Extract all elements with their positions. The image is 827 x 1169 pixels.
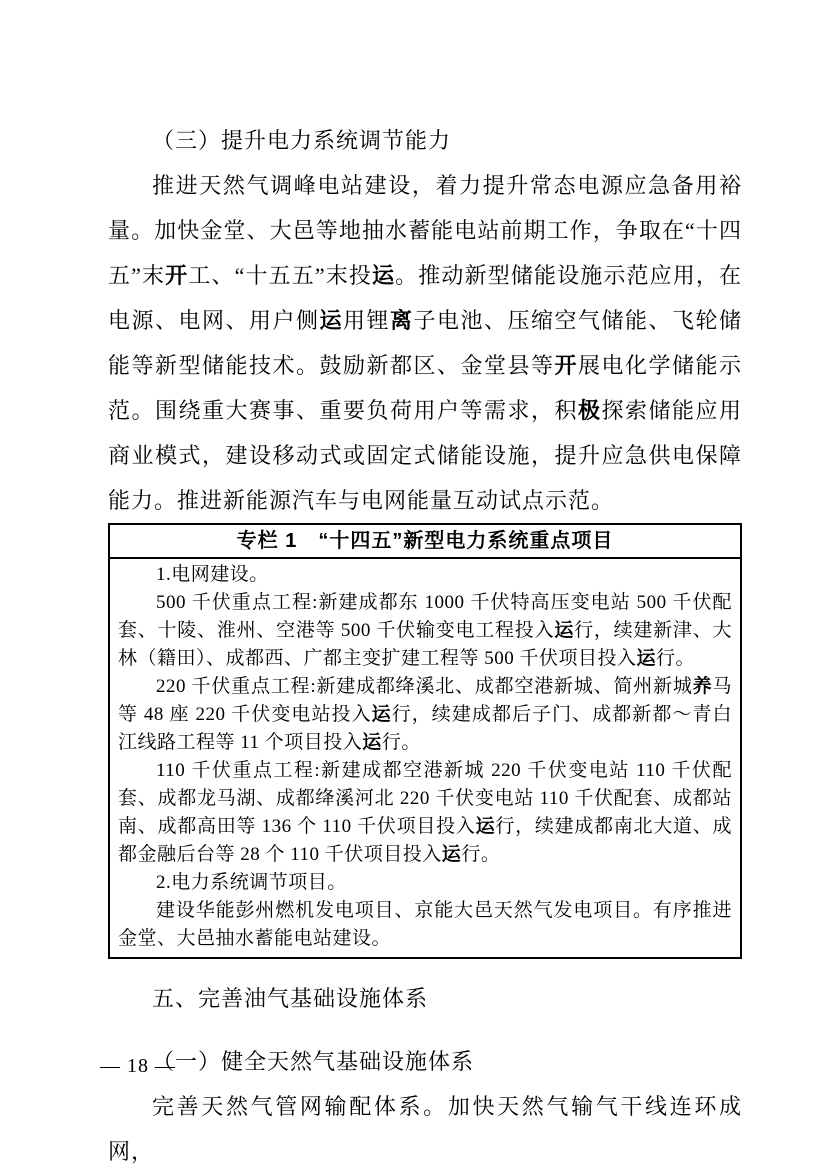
column-box-title: 专栏 1 “十四五”新型电力系统重点项目 (110, 525, 740, 559)
section-heading-5: 五、完善油气基础设施体系 (152, 986, 429, 1011)
page-content (108, 118, 742, 1169)
box-paragraph-500kv-projects: 500 千伏重点工程:新建成都东 1000 千伏特高压变电站 500 千伏配套、十陵、淮州、空港等 500 千伏输变电工程投入运行，续建新津、大林（籍田）、成都西、广都主变扩建工程等 500 千伏项目投入运行。 (118, 592, 732, 669)
paragraph-gas-network: 完善天然气管网输配体系。加快天然气输气干线连环成网， (108, 1094, 742, 1165)
page-number: — 18 — (100, 1055, 176, 1077)
box-paragraph-regulation-projects: 2.电力系统调节项目。 (156, 872, 347, 893)
paragraph-energy-storage: 推进天然气调峰电站建设，着力提升常态电源应急备用裕量。加快金堂、大邑等地抽水蓄能电站前期工作，争取在“十四五”末开工、“十五五”末投运。推动新型储能设施示范应用，在电源、电网、用户侧运用锂离子电池、压缩空气储能、飞轮储能等新型储能技术。鼓励新都区、金堂县等开展电化学储能示范。围绕重大赛事、重要负荷用户等需求，积极探索储能应用商业模式，建设移动式或固定式储能设施，提升应急供电保障能力。推进新能源汽车与电网能量互动试点示范。 (108, 173, 743, 513)
box-paragraph-110kv-projects: 110 千伏重点工程:新建成都空港新城 220 千伏变电站 110 千伏配套、成都龙马湖、成都绛溪河北 220 千伏变电站 110 千伏配套、成都站南、成都高田等 136 个 110 千伏项目投入运行，续建成都南北大道、成都金融后台等 28 个 110 千伏项目投入运行。 (118, 760, 732, 865)
section-heading-3: （三）提升电力系统调节能力 (152, 128, 452, 153)
column-box-1 (108, 523, 742, 959)
box-paragraph-220kv-projects: 220 千伏重点工程:新建成都绛溪北、成都空港新城、简州新城养马等 48 座 220 千伏变电站投入运行，续建成都后子门、成都新都～青白江线路工程等 11 个项目投入运行。 (118, 676, 732, 753)
box-paragraph-grid-construction: 1.电网建设。 (156, 564, 269, 585)
subsection-heading-5-1: （一）健全天然气基础设施体系 (152, 1049, 475, 1075)
box-paragraph-power-plants: 建设华能彭州燃机发电项目、京能大邑天然气发电项目。有序推进金堂、大邑抽水蓄能电站建设。 (118, 900, 732, 949)
column-box-body (110, 559, 740, 957)
